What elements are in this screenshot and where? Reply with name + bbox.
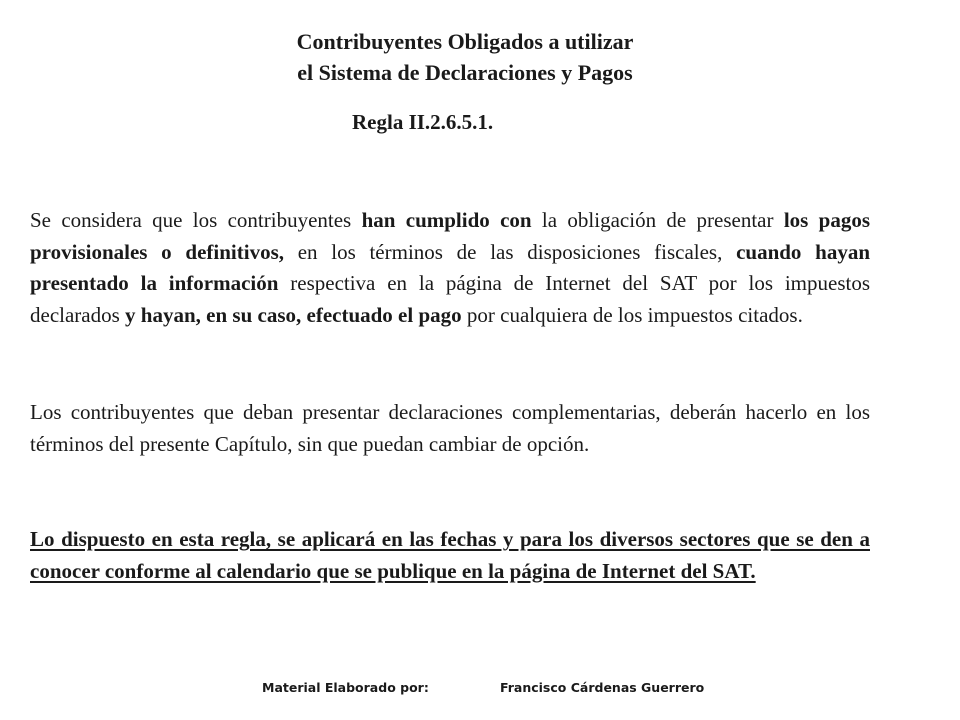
paragraph-2: Los contribuyentes que deban presentar declaraciones complementarias, deberán hacerlo en los términos del presente Capítulo, sin que puedan cambiar de opción.	[30, 400, 870, 456]
paragraph-1-emphasis: cuando hayan presentado la información	[30, 239, 871, 295]
title-line-2: el Sistema de Declaraciones y Pagos	[297, 60, 633, 85]
paragraph-1-segment: por cualquiera de los impuestos citados.	[461, 302, 803, 327]
paragraph-3-underlined: Lo dispuesto en esta regla, se aplicará en las fechas y para los diversos sectores que se den a conocer conforme al calendario que se publique en la página de Internet del SAT.	[30, 527, 870, 583]
paragraph-1-segment: la obligación de presentar	[531, 208, 784, 232]
footer-label: Material Elaborado por:	[262, 680, 429, 695]
paragraph-1-segment: respectiva en la página de Internet del SAT por los impuestos declarados	[30, 271, 870, 327]
paragraph-1-segment: Se considera que los contribuyentes	[30, 208, 362, 232]
paragraph-1-emphasis: los pagos provisionales o definitivos,	[30, 208, 871, 264]
footer-author: Francisco Cárdenas Guerrero	[500, 680, 705, 695]
paragraph-1-emphasis: y hayan, en su caso, efectuado el pago	[125, 302, 462, 327]
paragraph-1-emphasis: han cumplido con	[361, 208, 532, 232]
paragraph-1	[30, 205, 870, 331]
title-line-1: Contribuyentes Obligados a utilizar	[296, 29, 634, 54]
paragraph-1-segment: en los términos de las disposiciones fiscales,	[284, 239, 737, 264]
rule-number: Regla II.2.6.5.1.	[352, 110, 494, 134]
